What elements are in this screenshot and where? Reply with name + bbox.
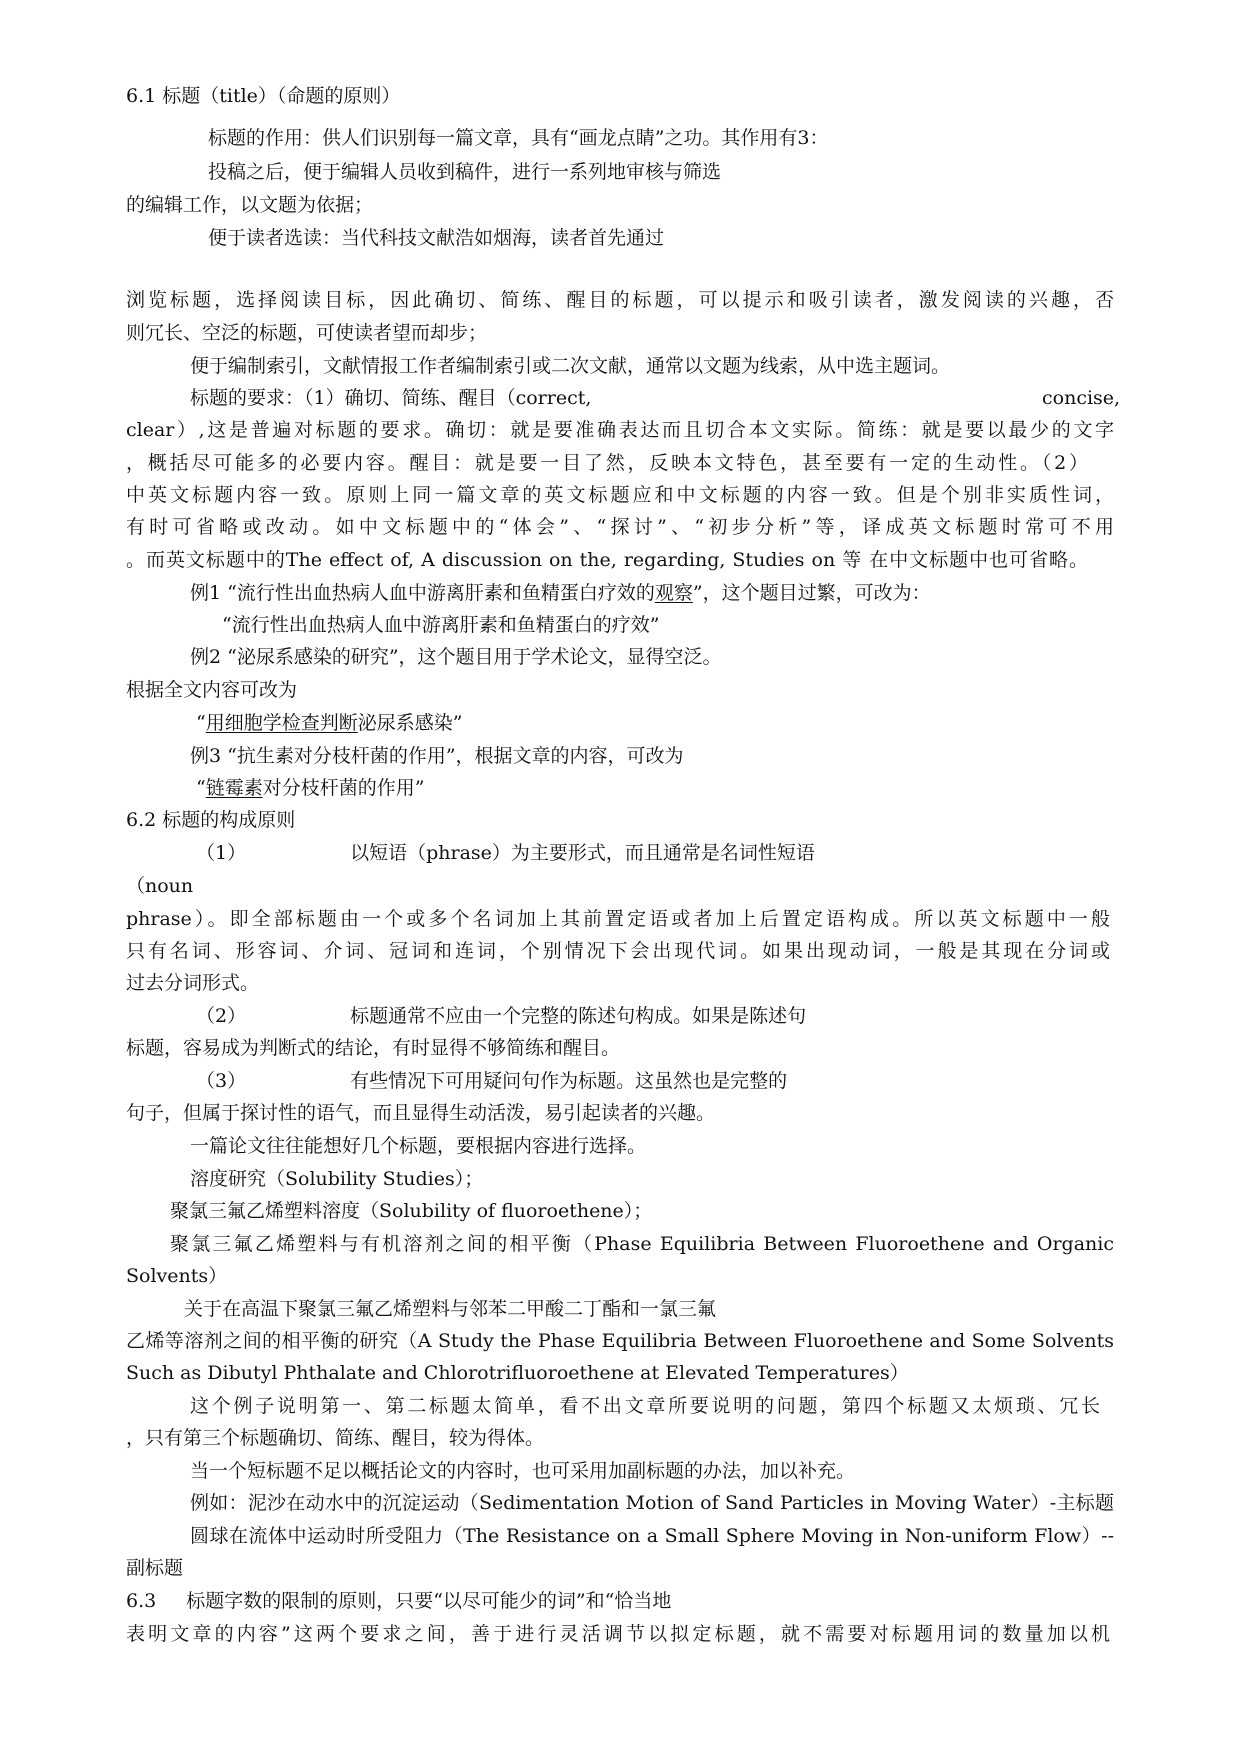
section-heading-6-1: 6.1 标题（title）（命题的原则）	[126, 85, 401, 107]
list-number: （3）	[196, 1070, 247, 1092]
list-number: （1）	[196, 842, 247, 864]
paragraph-line: concise,	[1042, 387, 1121, 409]
example-2-underlined: 用细胞学检查判断	[205, 712, 358, 734]
subtitle-example: 例如：泥沙在动水中的沉淀运动（Sedimentation Motion of Sand Particles in Moving Water）-主标题	[190, 1492, 1114, 1514]
example-1-underlined: 观察	[654, 582, 693, 604]
quote-mark: “	[196, 712, 206, 734]
title-example: 关于在高温下聚氯三氟乙烯塑料与邻苯二甲酸二丁酯和一氯三氟	[184, 1298, 717, 1320]
paragraph-line: 的编辑工作，以文题为依据；	[126, 194, 374, 216]
paragraph-line: 投稿之后，便于编辑人员收到稿件，进行一系列地审核与筛选	[208, 161, 722, 183]
paragraph-line: 一篇论文往往能想好几个标题，要根据内容进行选择。	[190, 1135, 647, 1157]
paragraph-line: 便于编制索引，文献情报工作者编制索引或二次文献，通常以文题为线索，从中选主题词。	[190, 355, 951, 377]
example-1-text: 例1 “流行性出血热病人血中游离肝素和鱼精蛋白疗效的	[190, 582, 655, 604]
paragraph-line: 句子，但属于探讨性的语气，而且显得生动活泼，易引起读者的兴趣。	[126, 1102, 716, 1124]
paragraph-line: （noun	[126, 875, 194, 897]
example-3-underlined: 链霉素	[205, 777, 263, 799]
example-2-revised	[196, 711, 462, 735]
subtitle-example: 圆球在流体中运动时所受阻力（The Resistance on a Small Sphere Moving in Non-uniform Flow）--	[190, 1525, 1114, 1547]
paragraph-line: 中英文标题内容一致。原则上同一篇文章的英文标题应和中文标题的内容一致。但是个别非实质性词，	[126, 484, 1114, 506]
title-example: 聚氯三氟乙烯塑料溶度（Solubility of fluoroethene）；	[170, 1200, 653, 1222]
example-3-text: 对分枝杆菌的作用”	[262, 777, 425, 799]
paragraph-line: 有时可省略或改动。如中文标题中的“体会”、“探讨”、“初步分析”等，译成英文标题时常可不用	[126, 516, 1114, 538]
list-item	[196, 841, 815, 865]
paragraph-line: 浏览标题，选择阅读目标，因此确切、简练、醒目的标题，可以提示和吸引读者，激发阅读的兴趣，否	[126, 289, 1114, 311]
paragraph-line: 表明文章的内容”这两个要求之间，善于进行灵活调节以拟定标题，就不需要对标题用词的数量加以机	[126, 1623, 1110, 1645]
paragraph-line: 根据全文内容可改为	[126, 679, 298, 701]
list-number: （2）	[196, 1005, 247, 1027]
paragraph-line: ，只有第三个标题确切、简练、醒目，较为得体。	[126, 1427, 545, 1449]
list-item	[196, 1069, 787, 1093]
paragraph-line: 只有名词、形容词、介词、冠词和连词，个别情况下会出现代词。如果出现动词，一般是其现在分词或	[126, 940, 1110, 962]
title-example: 聚氯三氟乙烯塑料与有机溶剂之间的相平衡（Phase Equilibria Between Fluoroethene and Organic	[170, 1233, 1114, 1255]
paragraph-line: ，概括尽可能多的必要内容。醒目：就是要一目了然，反映本文特色，甚至要有一定的生动性。（2）	[126, 452, 1088, 474]
example-3: 例3 “抗生素对分枝杆菌的作用”，根据文章的内容，可改为	[190, 745, 684, 767]
list-item-text: 标题通常不应由一个完整的陈述句构成。如果是陈述句	[350, 1005, 807, 1027]
paragraph-line: 则冗长、空泛的标题，可使读者望而却步；	[126, 322, 488, 344]
quote-mark: “	[196, 777, 206, 799]
title-example: 乙烯等溶剂之间的相平衡的研究（A Study the Phase Equilibria Between Fluoroethene and Some Solvents	[126, 1330, 1114, 1352]
paragraph-line: 这个例子说明第一、第二标题太简单，看不出文章所要说明的问题，第四个标题又太烦琐、冗长	[190, 1395, 1100, 1417]
paragraph-line: 标题的作用：供人们识别每一篇文章，具有“画龙点睛”之功。其作用有3：	[208, 127, 829, 149]
section-number: 6.3	[126, 1590, 157, 1612]
list-item-text: 有些情况下可用疑问句作为标题。这虽然也是完整的	[350, 1070, 788, 1092]
example-3-revised	[196, 776, 424, 800]
paragraph-line: 标题，容易成为判断式的结论，有时显得不够简练和醒目。	[126, 1037, 621, 1059]
paragraph-line: phrase）。即全部标题由一个或多个名词加上其前置定语或者加上后置定语构成。所以英文标题中一般	[126, 908, 1110, 930]
section-text: 标题字数的限制的原则，只要“以尽可能少的词”和“恰当地	[186, 1590, 672, 1612]
title-example: Such as Dibutyl Phthalate and Chlorotrifluoroethene at Elevated Temperatures）	[126, 1362, 909, 1384]
paragraph-line: 。而英文标题中的The effect of, A discussion on the, regarding, Studies on 等 在中文标题中也可省略。	[126, 549, 1088, 571]
title-example: Solvents）	[126, 1265, 228, 1287]
section-heading-6-3	[126, 1589, 671, 1613]
paragraph-line: clear）,这是普遍对标题的要求。确切：就是要准确表达而且切合本文实际。简练：就是要以最少的文字	[126, 419, 1114, 441]
list-item-text: 以短语（phrase）为主要形式，而且通常是名词性短语	[350, 842, 815, 864]
example-2: 例2 “泌尿系感染的研究”，这个题目用于学术论文，显得空泛。	[190, 646, 722, 668]
paragraph-line: 过去分词形式。	[126, 972, 260, 994]
title-example: 溶度研究（Solubility Studies）；	[190, 1168, 484, 1190]
paragraph-line: 便于读者选读：当代科技文献浩如烟海，读者首先通过	[208, 227, 665, 249]
list-item	[196, 1004, 806, 1028]
paragraph-line: 标题的要求：（1）确切、简练、醒目（correct,	[190, 387, 592, 409]
example-2-text: 泌尿系感染”	[357, 712, 463, 734]
paragraph-line: 副标题	[126, 1557, 184, 1579]
example-1-revised: “流行性出血热病人血中游离肝素和鱼精蛋白的疗效”	[222, 614, 660, 636]
paragraph-line: 当一个短标题不足以概括论文的内容时，也可采用加副标题的办法，加以补充。	[190, 1460, 856, 1482]
example-1	[190, 581, 931, 605]
section-heading-6-2: 6.2 标题的构成原则	[126, 809, 296, 831]
example-1-text: ”，这个题目过繁，可改为：	[692, 582, 931, 604]
